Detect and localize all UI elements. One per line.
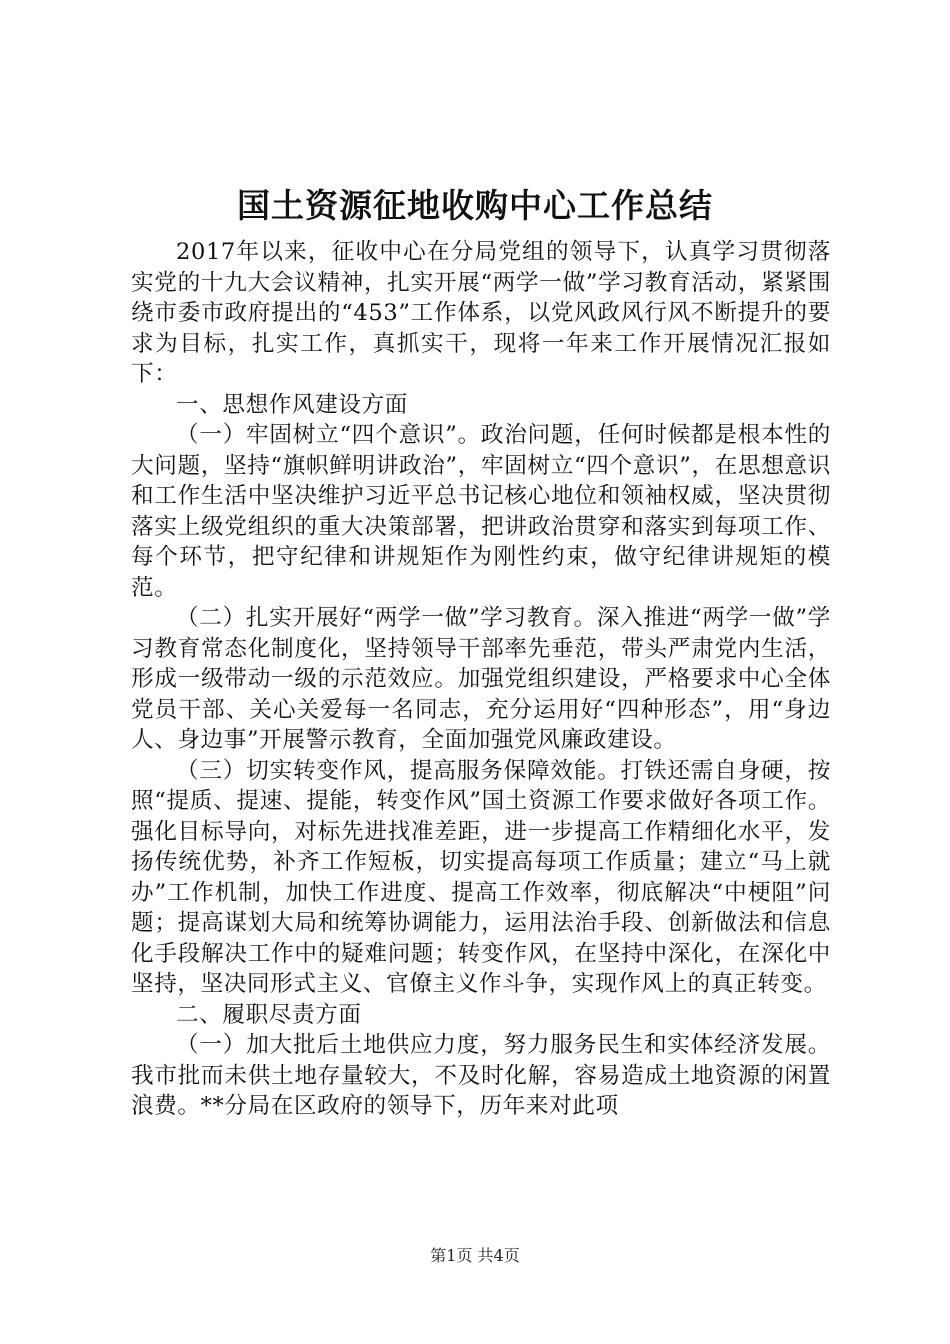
section-heading-1: 一、思想作风建设方面	[176, 391, 408, 418]
page-footer: 第1页 共4页	[430, 1246, 520, 1265]
section-heading-2: 二、履职尽责方面	[176, 1001, 362, 1028]
paragraph-1-3: （三）切实转变作风，提高服务保障效能。打铁还需自身硬，按照“提质、提速、提能，转变作风”国土资源工作要求做好各项工作。强化目标导向，对标先进找准差距，进一步提高工作精细化水平，发扬传统优势，补齐工作短板，切实提高每项工作质量；建立“马上就办”工作机制，加快工作进度、提高工作效率，彻底解决“中梗阻”问题；提高谋划大局和统筹协调能力，运用法治手段、创新做法和信息化手段解决工作中的疑难问题；转变作风，在坚持中深化，在深化中坚持，坚决同形式主义、官僚主义作斗争，实现作风上的真正转变。	[131, 757, 831, 997]
document-title: 国土资源征地收购中心工作总结	[237, 186, 713, 225]
paragraph-intro: 2017年以来，征收中心在分局党组的领导下，认真学习贯彻落实党的十九大会议精神，扎实开展“两学一做”学习教育活动，紧紧围绕市委市政府提出的“453”工作体系，以党风政风行风不断提升的要求为目标，扎实工作，真抓实干，现将一年来工作开展情况汇报如下：	[131, 239, 831, 387]
document-body	[131, 237, 831, 1122]
paragraph-2-1: （一）加大批后土地供应力度，努力服务民生和实体经济发展。我市批而未供土地存量较大，不及时化解，容易造成土地资源的闲置浪费。**分局在区政府的领导下，历年来对此项	[131, 1032, 831, 1119]
paragraph-1-1: （一）牢固树立“四个意识”。政治问题，任何时候都是根本性的大问题，坚持“旗帜鲜明讲政治”，牢固树立“四个意识”，在思想意识和工作生活中坚决维护习近平总书记核心地位和领袖权威，坚决贯彻落实上级党组织的重大决策部署，把讲政治贯穿和落实到每项工作、每个环节，把守纪律和讲规矩作为刚性约束，做守纪律讲规矩的模范。	[131, 422, 831, 601]
paragraph-1-2: （二）扎实开展好“两学一做”学习教育。深入推进“两学一做”学习教育常态化制度化，坚持领导干部率先垂范，带头严肃党内生活，形成一级带动一级的示范效应。加强党组织建设，严格要求中心全体党员干部、关心关爱每一名同志，充分运用好“四种形态”，用“身边人、身边事”开展警示教育，全面加强党风廉政建设。	[131, 605, 831, 753]
